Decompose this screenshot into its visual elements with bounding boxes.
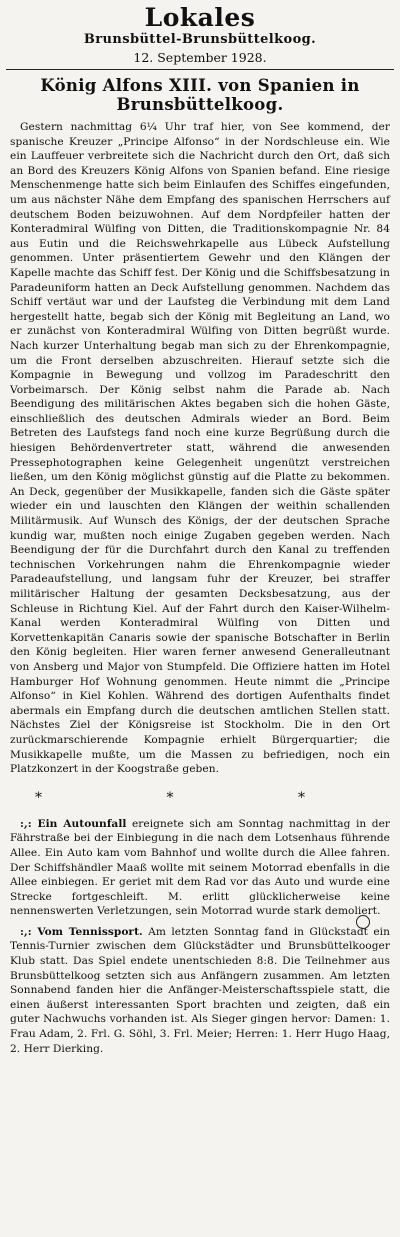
section-subhead: Brunsbüttel-Brunsbüttelkoog. — [83, 32, 317, 47]
newspaper-page — [0, 4, 400, 1237]
news-item-accident-text: ereignete sich am Sonntag nachmittag in der Fährstraße bei der Einbiegung in die nach dem Lotsenhaus führende Allee. Ein Auto kam vom Bahnhof und wollte durch die Allee fahren. Der Schiffshändler Maaß wollte mit seinem Motorrad ebenfalls in die Allee einbiegen. Er geriet mit dem Rad vor das Auto und wurde eine Strecke fortgeschleift. M. erlitt glücklicherweise keine nennenswerten Verletzungen, sein Motorrad wurde stark demoliert. — [10, 817, 391, 918]
article-headline: König Alfons XIII. von Spanien in Brunsbüttelkoog. — [40, 76, 360, 114]
news-item-accident-lead: :,: Ein Autounfall — [20, 817, 127, 830]
section-masthead: Lokales — [144, 3, 256, 32]
circle-mark — [356, 915, 370, 929]
news-item-tennis-lead: :,: Vom Tennissport. — [20, 925, 143, 938]
divider — [6, 69, 394, 70]
news-item-tennis-text: Am letzten Sonntag fand in Glückstadt ein Tennis-Turnier zwischen dem Glückstädter und Brunsbüttelkooger Klub statt. Das Spiel endete unentschieden 8:8. Die Teilnehmer aus Brunsbüttelkoog setzten sich aus Anfängern zusammen. Am letzten Sonnabend fanden hier die Anfänger-Meisterschaftsspiele statt, die einen äußerst interessanten Sport brachten und zeigten, daß ein guter Nachwuchs vorhanden ist. Als Sieger gingen hervor: Damen: 1. Frau Adam, 2. Frl. G. Söhl, 3. Frl. Meier; Herren: 1. Herr Hugo Haag, 2. Herr Dierking. — [10, 925, 390, 1055]
section-separator: * * * — [35, 789, 365, 806]
article-body: Gestern nachmittag 6¼ Uhr traf hier, von See kommend, der spanische Kreuzer „Principe Alfonso“ in der Nordschleuse ein. Wie ein Lauffeuer verbreitete sich die Nachricht durch den Ort, daß sich an Bord des Kreuzers König Alfons von Spanien befand. Eine riesige Menschenmenge hatte sich beim Einlaufen des Schiffes eingefunden, um aus nächster Nähe dem Empfang des spanischen Herrschers auf deutschem Boden beizuwohnen. Auf dem Nordpfeiler hatten der Konteradmiral Wülfing von Ditten, die Traditionskompagnie Nr. 84 aus Eutin und die Reichswehrkapelle aus Lübeck Aufstellung genommen. Unter präsentiertem Gewehr und den Klängen der Kapelle machte das Schiff fest. Der König und die Schiffsbesatzung in Paradeuniform hatten an Deck Aufstellung genommen. Nachdem das Schiff vertäut war und der Laufsteg die Verbindung mit dem Land hergestellt hatte, begab sich der König mit Begleitung an Land, wo er zunächst von Konteradmiral Wülfing von Ditten begrüßt wurde. Nach kurzer Unterhaltung begab man sich zu der Ehrenkompagnie, um die Front derselben abzuschreiten. Hierauf setzte sich die Kompagnie in Bewegung und vollzog im Paradeschritt den Vorbeimarsch. Der König selbst nahm die Parade ab. Nach Beendigung des militärischen Aktes begaben sich die hohen Gäste, einschließlich des deutschen Admirals wieder an Bord. Beim Betreten des Laufstegs fand noch eine kurze Begrüßung durch die hiesigen Behördenvertreter statt, während die anwesenden Pressephotographen keine Gelegenheit ungenützt verstreichen ließen, um den König möglichst günstig auf die Platte zu bekommen. An Deck, gegenüber der Musikkapelle, fanden sich die Gäste später wieder ein und lauschten den Klängen der weithin schallenden Militärmusik. Auf Wunsch des Königs, der der deutschen Sprache kundig war, mußten noch einige Zugaben gegeben werden. Nach Beendigung der für die Durchfahrt durch den Kanal zu treffenden technischen Vorkehrungen nahm die Ehrenkompagnie wieder Paradeaufstellung, und langsam fuhr der Kreuzer, bei straffer militärischer Haltung der gesamten Decksbesatzung, aus der Schleuse in Richtung Kiel. Auf der Fahrt durch den Kaiser-Wilhelm-Kanal werden Konteradmiral Wülfing von Ditten und Korvettenkapitän Canaris sowie der spanische Botschafter in Berlin den König begleiten. Hier waren ferner anwesend Generalleutnant von Ansberg und Major von Stumpfeld. Die Offiziere hatten im Hotel Hamburger Hof Wohnung genommen. Heute nimmt die „Principe Alfonso“ in Kiel Kohlen. Während des dortigen Aufenthalts findet abermals ein Empfang durch die deutschen amtlichen Stellen statt. Nächstes Ziel der Königsreise ist Stockholm. Die in den Ort zurückmarschierende Kompagnie erhielt Bürgerquartier; die Musikkapelle mußte, um die Massen zu befriedigen, noch ein Platzkonzert in der Koogstraße geben. — [10, 121, 390, 776]
news-item-tennis — [10, 925, 390, 1056]
dateline: 12. September 1928. — [133, 50, 267, 65]
news-item-accident — [10, 817, 390, 919]
